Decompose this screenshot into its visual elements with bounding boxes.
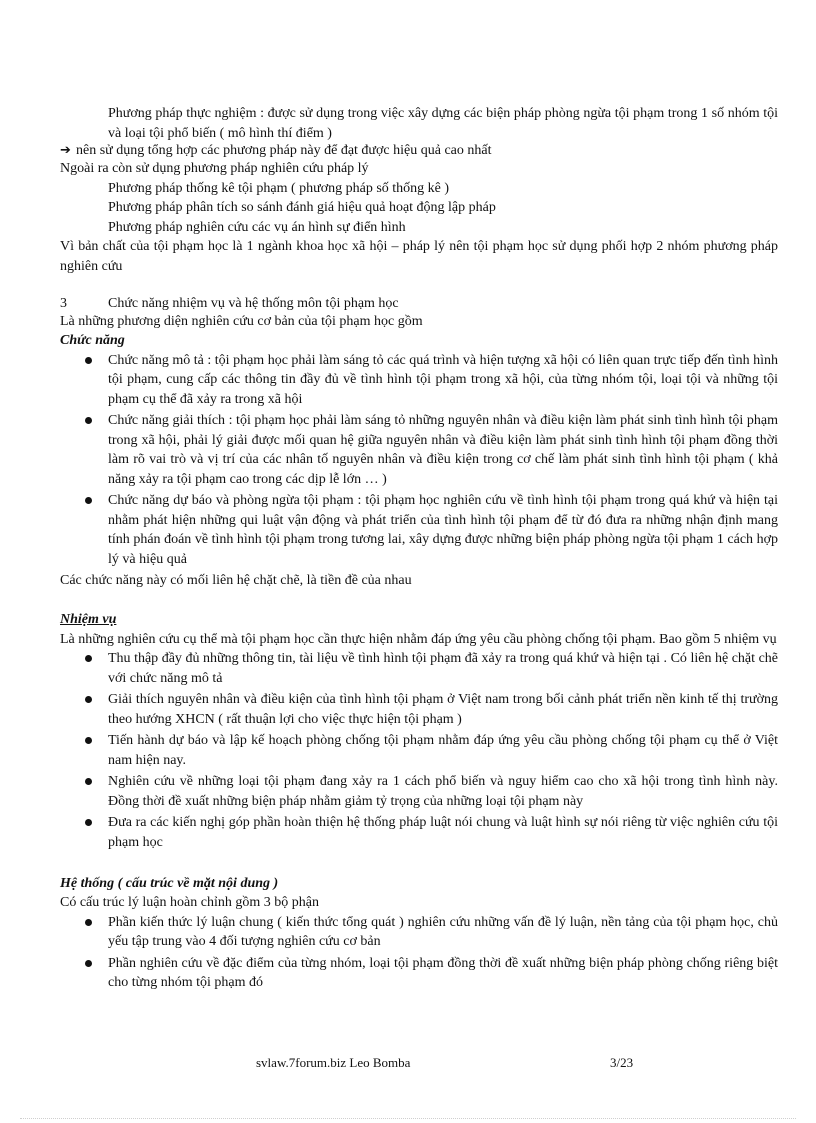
section-3-title xyxy=(60,296,778,312)
page-number: 3/23 xyxy=(610,1055,634,1070)
right-arrow-icon: ➔ xyxy=(60,143,71,158)
other-methods: Ngoài ra còn sử dụng phương pháp nghiên cứu pháp lý xyxy=(60,161,369,176)
spacer xyxy=(60,276,778,296)
bullet-icon xyxy=(85,497,92,504)
section-intro: Là những phương diện nghiên cứu cơ bản của tội phạm học gồm xyxy=(60,313,423,329)
tasks-list xyxy=(60,649,778,852)
spacer xyxy=(60,854,778,874)
list-item: Nghiên cứu về những loại tội phạm đang xảy ra 1 cách phổ biến và nguy hiểm cao cho xã hội trong tình hình này. Đồng thời đề xuất những biện pháp nhằm giảm tỷ trọng của những loại tội phạm này xyxy=(60,772,778,811)
list-item: Phần kiến thức lý luận chung ( kiến thức tổng quát ) nghiên cứu những vấn đề lý luận, nền tảng của tội phạm học, chủ yếu tập trung vào 4 đối tượng nghiên cứu cơ bản xyxy=(60,913,778,952)
bullet-icon xyxy=(85,696,92,703)
arrow-note-text: nên sử dụng tổng hợp các phương pháp này để đạt được hiệu quả cao nhất xyxy=(76,143,492,158)
bullet-icon xyxy=(85,417,92,424)
list-item: Tiến hành dự báo và lập kế hoạch phòng chống tội phạm nhằm đáp ứng yêu cầu phòng chống tội phạm cụ thể ở Việt nam hiện nay. xyxy=(60,731,778,770)
system-heading: Hệ thống ( cấu trúc về mặt nội dung ) xyxy=(60,875,279,891)
bullet-icon xyxy=(85,778,92,785)
list-item: Chức năng giải thích : tội phạm học phải làm sáng tỏ những nguyên nhân và điều kiện làm phát sinh tình hình tội phạm trong xã hội, phải lý giải được mối quan hệ giữa nguyên nhân và điều kiện làm phát sinh tình hình tội phạm đồng thời làm rõ vai trò và vị trí của các nhân tố nguyên nhân và điều kiện trong cơ chế làm phát sinh tình hình tội phạm ( khả năng xảy ra tội phạm cao trong các dịp lễ lớn … ) xyxy=(60,411,778,489)
method-stats: Phương pháp thống kê tội phạm ( phương pháp số thống kê ) xyxy=(108,180,450,196)
functions-list xyxy=(60,351,778,570)
list-item: Giải thích nguyên nhân và điều kiện của tình hình tội phạm ở Việt nam trong bối cảnh phát triển nền kinh tế thị trường theo hướng XHCN ( rất thuận lợi cho việc thực hiện tội phạm ) xyxy=(60,690,778,729)
list-item: Chức năng dự báo và phòng ngừa tội phạm : tội phạm học nghiên cứu về tình hình tội phạm trong quá khứ và hiện tại nhằm phát hiện những qui luật vận động và phát triển của tình hình tội phạm để từ đó đưa ra những nhận định mang tính phán đoán về tình hình tội phạm trong tương lai, xây dựng được những biện pháp phòng ngừa tội phạm 1 cách hợp lý và hiệu quả xyxy=(60,491,778,569)
methods-conclusion: Vì bản chất của tội phạm học là 1 ngành khoa học xã hội – pháp lý nên tội phạm học sử dụng phối hợp 2 nhóm phương pháp nghiên cứu xyxy=(60,239,778,274)
section-number: 3 xyxy=(60,295,67,311)
system-list xyxy=(60,913,778,993)
spacer xyxy=(60,591,778,611)
method-cases: Phương pháp nghiên cứu các vụ án hình sự điển hình xyxy=(108,219,406,235)
method-experimental: Phương pháp thực nghiệm : được sử dụng trong việc xây dựng các biện pháp phòng ngừa tội phạm trong 1 số nhóm tội và loại tội phổ biến ( mô hình thí điểm ) xyxy=(108,106,778,141)
page-bottom-divider xyxy=(20,1118,796,1119)
footer-source: svlaw.7forum.biz Leo Bomba xyxy=(256,1055,411,1070)
bullet-icon xyxy=(85,819,92,826)
list-item: Chức năng mô tả : tội phạm học phải làm sáng tỏ các quá trình và hiện tượng xã hội có liên quan trực tiếp đến tình hình tội phạm, cung cấp các thông tin đầy đủ về tình hình tội phạm trong xã hội, của từng nhóm tội, loại tội và những tội phạm cụ thể đã xảy ra trong xã hội xyxy=(60,351,778,410)
tasks-heading: Nhiệm vụ xyxy=(60,612,117,627)
method-compare: Phương pháp phân tích so sánh đánh giá hiệu quả hoạt động lập pháp xyxy=(108,200,496,215)
bullet-icon xyxy=(85,960,92,967)
bullet-icon xyxy=(85,357,92,364)
list-item: Thu thập đầy đủ những thông tin, tài liệu về tình hình tội phạm đã xảy ra trong quá khứ và hiện tại . Có liên hệ chặt chẽ với chức năng mô tả xyxy=(60,649,778,688)
bullet-icon xyxy=(85,655,92,662)
list-item: Đưa ra các kiến nghị góp phần hoàn thiện hệ thống pháp luật nói chung và luật hình sự nói riêng từ việc nghiên cứu tội phạm học xyxy=(60,813,778,852)
document-body xyxy=(60,104,778,995)
arrow-note xyxy=(60,143,778,159)
functions-heading: Chức năng xyxy=(60,333,125,348)
bullet-icon xyxy=(85,919,92,926)
tasks-intro: Là những nghiên cứu cụ thể mà tội phạm học cần thực hiện nhằm đáp ứng yêu cầu phòng chống tội phạm. Bao gồm 5 nhiệm vụ xyxy=(60,631,777,647)
functions-relation: Các chức năng này có mối liên hệ chặt chẽ, là tiền đề của nhau xyxy=(60,573,412,588)
bullet-icon xyxy=(85,737,92,744)
section-title: Chức năng nhiệm vụ và hệ thống môn tội phạm học xyxy=(108,295,399,311)
system-intro: Có cấu trúc lý luận hoàn chỉnh gồm 3 bộ phận xyxy=(60,895,319,910)
list-item: Phần nghiên cứu về đặc điểm của từng nhóm, loại tội phạm đồng thời đề xuất những biện pháp phòng chống riêng biệt cho từng nhóm tội phạm đó xyxy=(60,954,778,993)
